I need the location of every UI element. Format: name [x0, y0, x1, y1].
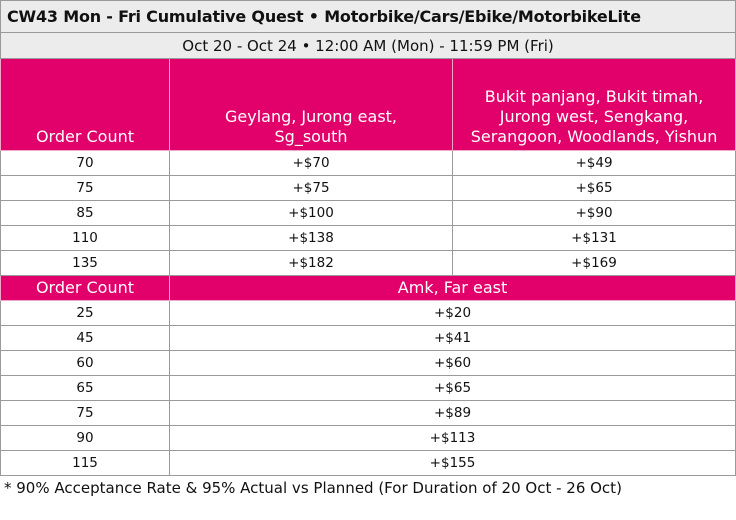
reward-zone-group-1-cell: +$70	[170, 151, 453, 176]
order-count-cell: 60	[1, 351, 170, 376]
table1-row	[1, 226, 736, 251]
zone-group-1-header: Geylang, Jurong east, Sg_south	[170, 59, 453, 151]
table1-header-row	[1, 59, 736, 151]
reward-zone-group-1-cell: +$100	[170, 201, 453, 226]
reward-zone-group-3-cell: +$89	[170, 401, 736, 426]
zone-group-2-header: Bukit panjang, Bukit timah, Jurong west, Sengkang, Serangoon, Woodlands, Yishun	[453, 59, 736, 151]
table2-row	[1, 326, 736, 351]
table1-row	[1, 201, 736, 226]
table2-header-row	[1, 276, 736, 301]
order-count-cell: 70	[1, 151, 170, 176]
table1-row	[1, 151, 736, 176]
title-row	[1, 1, 736, 33]
reward-zone-group-3-cell: +$20	[170, 301, 736, 326]
reward-zone-group-2-cell: +$169	[453, 251, 736, 276]
table2-row	[1, 401, 736, 426]
order-count-header: Order Count	[1, 59, 170, 151]
order-count-cell: 25	[1, 301, 170, 326]
table2-row	[1, 451, 736, 476]
order-count-header: Order Count	[1, 276, 170, 301]
reward-zone-group-1-cell: +$75	[170, 176, 453, 201]
table2-row	[1, 376, 736, 401]
order-count-cell: 115	[1, 451, 170, 476]
table1-row	[1, 176, 736, 201]
order-count-cell: 90	[1, 426, 170, 451]
order-count-cell: 75	[1, 176, 170, 201]
table2-row	[1, 351, 736, 376]
zone-group-3-header: Amk, Far east	[170, 276, 736, 301]
reward-zone-group-2-cell: +$90	[453, 201, 736, 226]
footnote: * 90% Acceptance Rate & 95% Actual vs Planned (For Duration of 20 Oct - 26 Oct)	[4, 479, 622, 497]
order-count-cell: 65	[1, 376, 170, 401]
reward-zone-group-2-cell: +$131	[453, 226, 736, 251]
quest-title: CW43 Mon - Fri Cumulative Quest • Motorbike/Cars/Ebike/MotorbikeLite	[1, 1, 736, 33]
order-count-cell: 45	[1, 326, 170, 351]
subtitle-row	[1, 33, 736, 59]
order-count-cell: 75	[1, 401, 170, 426]
order-count-cell: 85	[1, 201, 170, 226]
quest-period: Oct 20 - Oct 24 • 12:00 AM (Mon) - 11:59 PM (Fri)	[1, 33, 736, 59]
table2-row	[1, 301, 736, 326]
reward-zone-group-3-cell: +$65	[170, 376, 736, 401]
reward-zone-group-2-cell: +$49	[453, 151, 736, 176]
order-count-cell: 110	[1, 226, 170, 251]
table2-row	[1, 426, 736, 451]
order-count-cell: 135	[1, 251, 170, 276]
reward-zone-group-3-cell: +$113	[170, 426, 736, 451]
reward-zone-group-3-cell: +$155	[170, 451, 736, 476]
reward-zone-group-1-cell: +$182	[170, 251, 453, 276]
reward-zone-group-1-cell: +$138	[170, 226, 453, 251]
reward-zone-group-2-cell: +$65	[453, 176, 736, 201]
reward-zone-group-3-cell: +$41	[170, 326, 736, 351]
reward-zone-group-3-cell: +$60	[170, 351, 736, 376]
table1-row	[1, 251, 736, 276]
